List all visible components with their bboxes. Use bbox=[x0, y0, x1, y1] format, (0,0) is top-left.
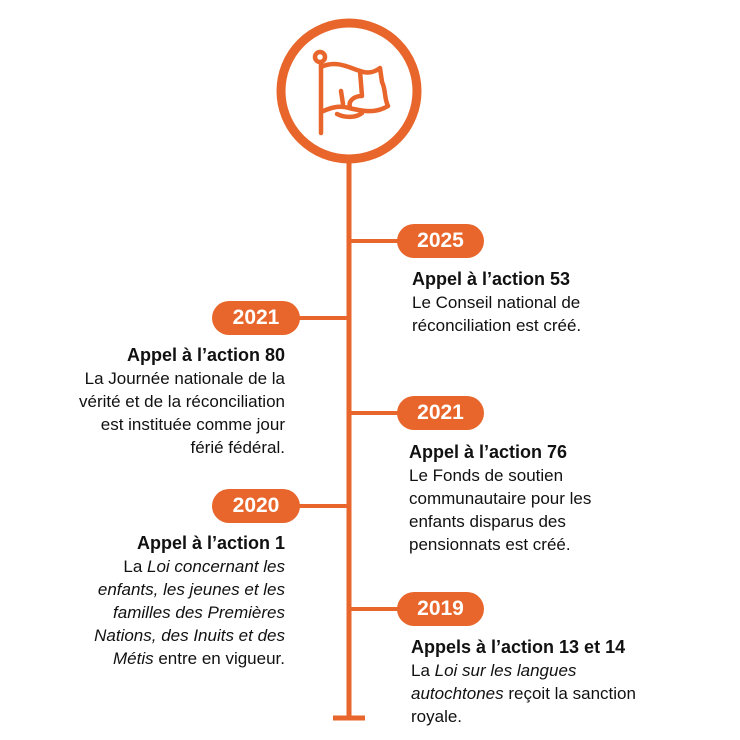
entry-title: Appels à l’action 13 et 14 bbox=[411, 637, 626, 657]
header-circle bbox=[281, 23, 417, 159]
entry-title: Appel à l’action 80 bbox=[126, 345, 285, 365]
entry-body-text: reçoit la sanction royale. bbox=[411, 684, 636, 726]
entry-body-text: entre en vigueur. bbox=[153, 649, 285, 668]
year-badge-2021-left: 2021 bbox=[212, 301, 300, 335]
entry-body-italic: Loi sur les langues autochtones bbox=[411, 661, 577, 703]
entry-body bbox=[70, 367, 285, 459]
entry-body-italic: Loi concernant les enfants, les jeunes et les familles des Premières Nations, des Inuits et des Métis bbox=[94, 557, 285, 668]
entry-title: Appel à l’action 76 bbox=[409, 442, 568, 462]
entry-body-text: Le Fonds de soutien communautaire pour les enfants disparus des pensionnats est créé. bbox=[409, 466, 592, 554]
entry-body bbox=[70, 555, 285, 670]
entry-body-text: La bbox=[411, 661, 435, 680]
entry-body bbox=[411, 659, 656, 728]
timeline-entry-2025 bbox=[412, 268, 642, 337]
year-badge-2020: 2020 bbox=[212, 489, 300, 523]
entry-title: Appel à l’action 53 bbox=[412, 269, 571, 289]
entry-body-text: La Journée nationale de la vérité et de la réconciliation est instituée comme jour férié fédéral. bbox=[78, 369, 285, 457]
entry-body-text: Le Conseil national de réconciliation est créé. bbox=[412, 293, 582, 335]
timeline-entry-2019 bbox=[411, 636, 656, 728]
timeline-entry-2020 bbox=[70, 532, 285, 670]
entry-title: Appel à l’action 1 bbox=[136, 533, 285, 553]
timeline-entry-2021-right bbox=[409, 441, 644, 556]
year-badge-2025: 2025 bbox=[397, 224, 484, 258]
entry-body bbox=[412, 291, 642, 337]
year-badge-2019: 2019 bbox=[397, 592, 484, 626]
entry-body-text: La bbox=[123, 557, 148, 576]
entry-body bbox=[409, 464, 644, 556]
timeline-entry-2021-left bbox=[70, 344, 285, 459]
year-badge-2021-right: 2021 bbox=[397, 396, 484, 430]
